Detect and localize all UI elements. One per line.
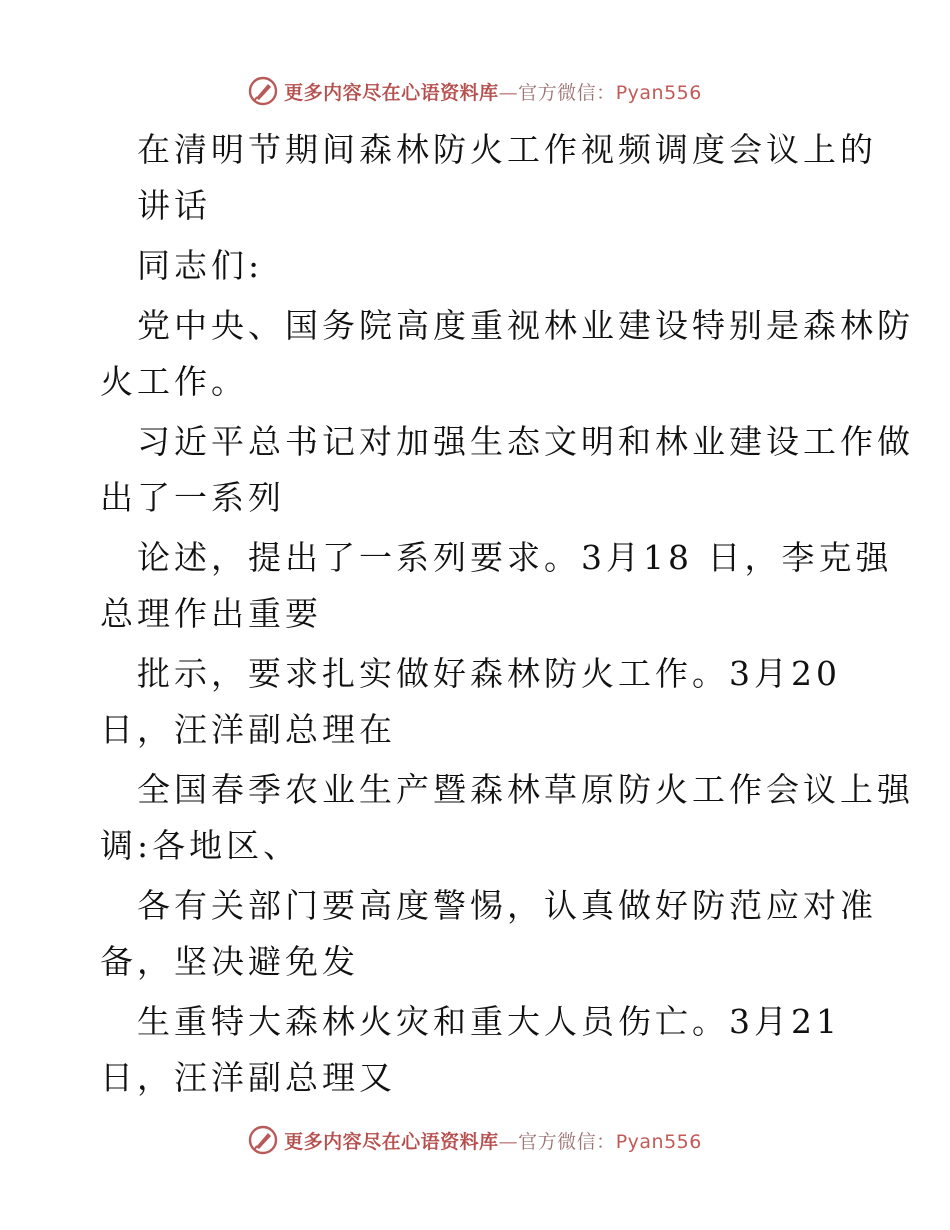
document-title-line-2: 讲话 xyxy=(137,186,211,225)
watermark-label: 官方微信： xyxy=(518,1130,616,1153)
paragraph-line: 习近平总书记对加强生态文明和林业建设工作做 xyxy=(137,422,914,461)
salutation: 同志们: xyxy=(137,246,264,285)
paragraph-line: 调:各地区、 xyxy=(100,826,301,865)
paragraph-line: 各有关部门要高度警惕，认真做好防范应对准 xyxy=(137,886,877,925)
paragraph-line: 总理作出重要 xyxy=(100,594,322,633)
paragraph-line: 日，汪洋副总理又 xyxy=(100,1058,396,1097)
watermark-label: 官方微信： xyxy=(518,81,616,104)
watermark-header xyxy=(0,74,950,108)
watermark-brand: 更多内容尽在心语资料库 xyxy=(284,1130,499,1153)
watermark-brand: 更多内容尽在心语资料库 xyxy=(284,81,499,104)
quill-logo-icon xyxy=(248,1125,278,1155)
watermark-id: Pyan556 xyxy=(615,1130,702,1153)
paragraph-line: 党中央、国务院高度重视林业建设特别是森林防 xyxy=(137,306,914,345)
watermark-id: Pyan556 xyxy=(615,81,702,104)
paragraph-line: 备，坚决避免发 xyxy=(100,942,359,981)
document-title-line-1: 在清明节期间森林防火工作视频调度会议上的 xyxy=(137,130,877,169)
paragraph-line: 火工作。 xyxy=(100,362,248,401)
watermark-separator: — xyxy=(498,81,519,104)
quill-logo-icon xyxy=(248,76,278,106)
paragraph-line: 出了一系列 xyxy=(100,478,285,517)
watermark-text xyxy=(284,78,702,105)
paragraph-line: 论述，提出了一系列要求。3月18 日，李克强 xyxy=(137,538,893,577)
paragraph-line: 生重特大森林火灾和重大人员伤亡。3月21 xyxy=(137,1002,841,1041)
paragraph-line: 日，汪洋副总理在 xyxy=(100,710,396,749)
paragraph-line: 全国春季农业生产暨森林草原防火工作会议上强 xyxy=(137,770,914,809)
watermark-text xyxy=(284,1127,702,1154)
watermark-separator: — xyxy=(498,1130,519,1153)
watermark-footer xyxy=(0,1123,950,1157)
paragraph-line: 批示，要求扎实做好森林防火工作。3月20 xyxy=(137,654,841,693)
